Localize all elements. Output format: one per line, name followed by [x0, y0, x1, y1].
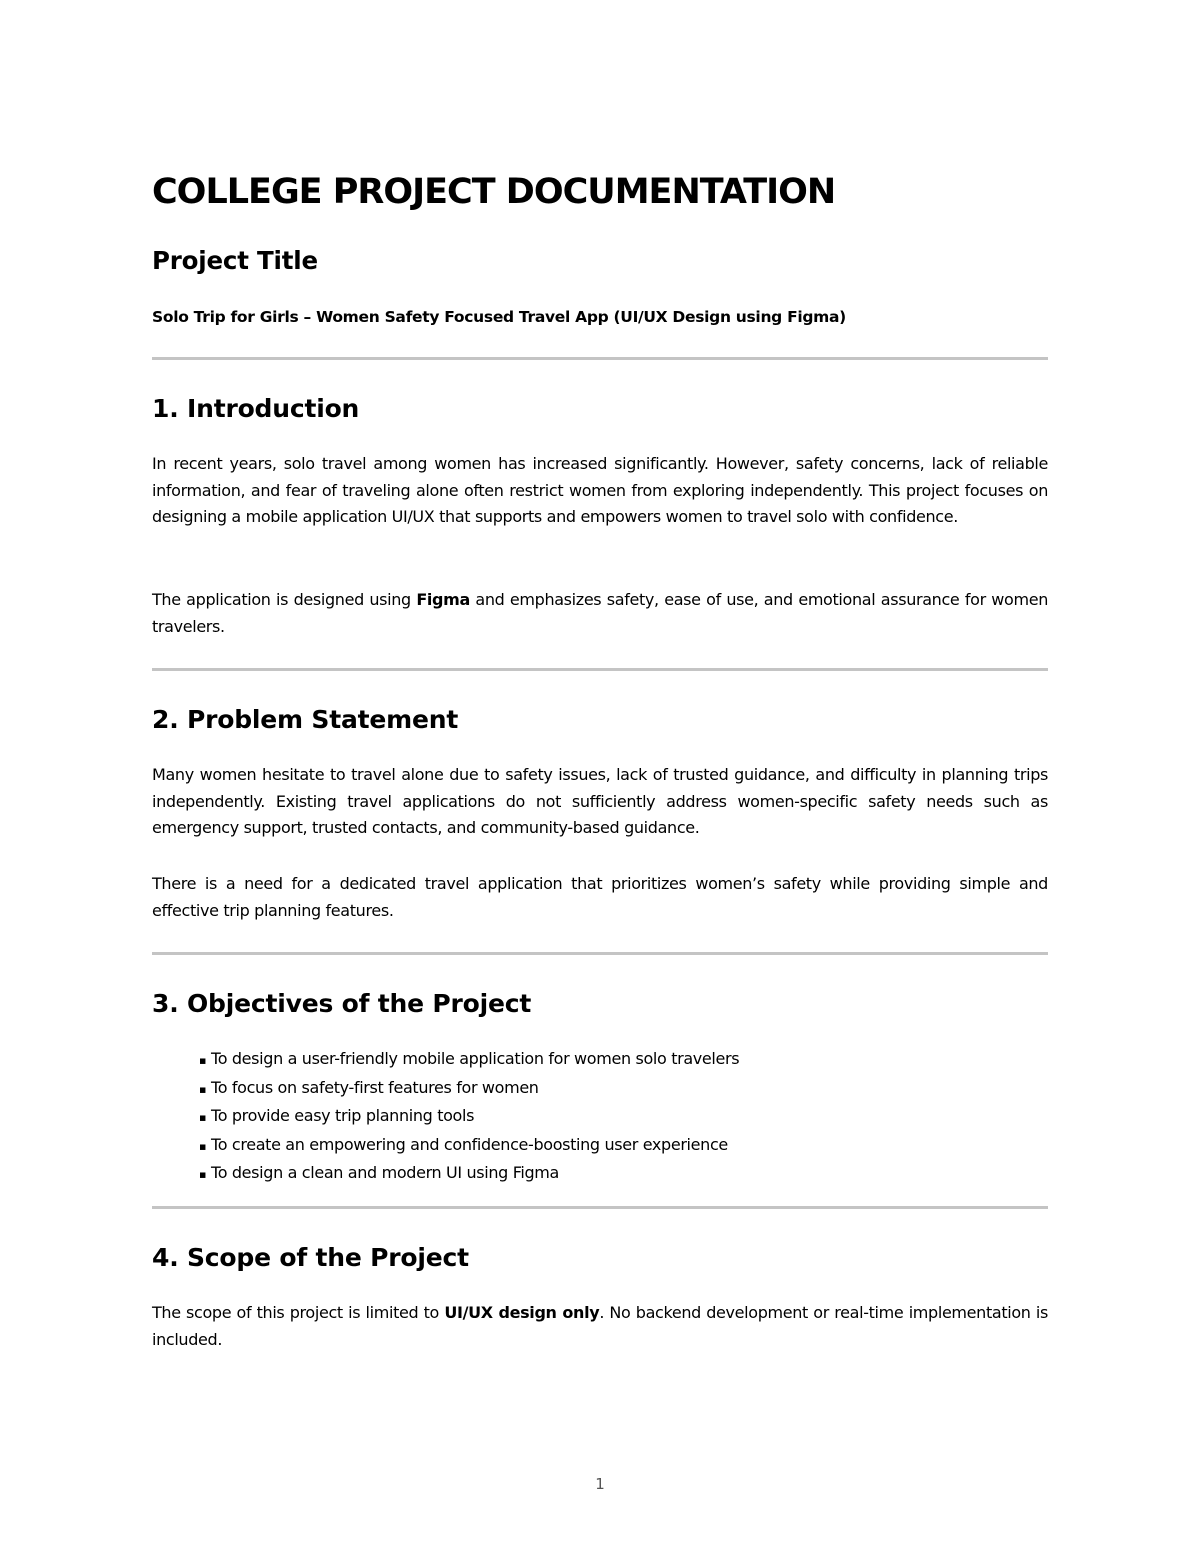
project-title-heading: Project Title [152, 246, 318, 275]
bullet-icon: ▪ [199, 1139, 207, 1153]
section-divider [152, 668, 1048, 671]
section-divider [152, 357, 1048, 360]
list-item [199, 1075, 1019, 1104]
problem-need-paragraph: There is a need for a dedicated travel application that prioritizes women’s safety while providing simple and effective trip planning features. [152, 874, 1048, 920]
page-number: 1 [595, 1475, 605, 1493]
introduction-heading: 1. Introduction [152, 394, 360, 423]
paragraph-text: . No backend development or real-time implementation is included. [152, 1303, 1048, 1349]
problem-paragraph: Many women hesitate to travel alone due to safety issues, lack of trusted guidance, and difficulty in planning trips independently. Existing travel applications do not sufficiently address women-specific safety needs such as emergency support, trusted contacts, and community-based guidance. [152, 765, 1048, 838]
objectives-list [199, 1046, 1019, 1189]
scope-paragraph [152, 1300, 1048, 1353]
bullet-icon: ▪ [199, 1054, 207, 1067]
list-item-text: To create an empowering and confidence-boosting user experience [211, 1134, 728, 1154]
list-item-text: To design a clean and modern UI using Figma [211, 1163, 559, 1183]
figma-emphasis: Figma [416, 590, 470, 609]
list-item-text: To provide easy trip planning tools [211, 1106, 475, 1126]
scope-heading: 4. Scope of the Project [152, 1243, 469, 1272]
bullet-icon: ▪ [199, 1111, 207, 1125]
paragraph-text: The scope of this project is limited to [152, 1303, 445, 1322]
list-item [199, 1046, 1019, 1075]
list-item [199, 1160, 1019, 1189]
section-divider [152, 1206, 1048, 1209]
introduction-figma-paragraph [152, 587, 1048, 640]
bullet-icon: ▪ [199, 1168, 207, 1182]
problem-statement-heading: 2. Problem Statement [152, 705, 459, 734]
document-title: COLLEGE PROJECT DOCUMENTATION [152, 172, 836, 212]
scope-emphasis: UI/UX design only [444, 1303, 600, 1322]
objectives-heading: 3. Objectives of the Project [152, 989, 532, 1018]
paragraph-text: The application is designed using [152, 590, 417, 609]
list-item [199, 1103, 1019, 1132]
list-item-text: To design a user-friendly mobile application for women solo travelers [211, 1049, 740, 1068]
section-divider [152, 952, 1048, 955]
list-item [199, 1132, 1019, 1161]
paragraph-text: and emphasizes safety, ease of use, and emotional assurance for women travelers. [152, 590, 1048, 636]
list-item-text: To focus on safety-first features for women [211, 1077, 539, 1097]
introduction-paragraph: In recent years, solo travel among women has increased significantly. However, safety concerns, lack of reliable information, and fear of traveling alone often restrict women from exploring independently. This project focuses on designing a mobile application UI/UX that supports and empowers women to travel solo with confidence. [152, 454, 1048, 527]
project-title-value: Solo Trip for Girls – Women Safety Focused Travel App (UI/UX Design using Figma) [152, 308, 846, 326]
bullet-icon: ▪ [199, 1082, 207, 1096]
